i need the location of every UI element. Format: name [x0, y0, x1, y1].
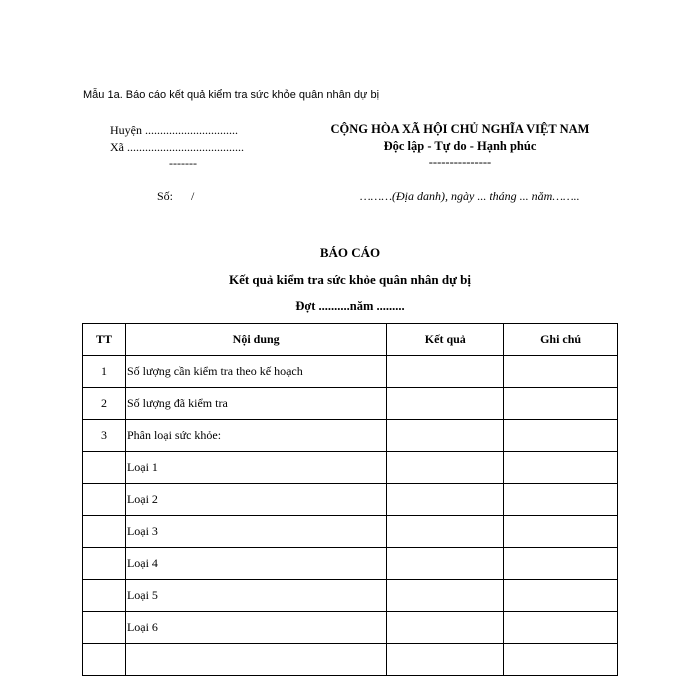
row-tt: 2 [83, 388, 126, 420]
place-date: ………(Địa danh), ngày ... tháng ... năm…….. [360, 189, 580, 203]
nation-title: CỘNG HÒA XÃ HỘI CHỦ NGHĨA VIỆT NAM [330, 122, 590, 136]
table-row [83, 356, 618, 388]
row-content: Loại 4 [125, 548, 386, 580]
form-code: Mẫu 1a. Báo cáo kết quả kiểm tra sức khỏe quân nhân dự bị [83, 89, 380, 101]
row-note-cell[interactable] [504, 548, 618, 580]
left-divider: ------- [169, 156, 197, 170]
row-content: Phân loại sức khỏe: [125, 420, 386, 452]
row-note-cell[interactable] [504, 388, 618, 420]
row-result-cell[interactable] [387, 612, 504, 644]
row-result-cell[interactable] [387, 580, 504, 612]
row-note-cell[interactable] [504, 612, 618, 644]
row-tt [83, 548, 126, 580]
row-content: Loại 1 [125, 452, 386, 484]
row-content: Loại 2 [125, 484, 386, 516]
row-tt [83, 580, 126, 612]
table-row [83, 452, 618, 484]
right-divider: --------------- [428, 155, 492, 169]
table-row [83, 612, 618, 644]
row-content: Số lượng cần kiểm tra theo kế hoạch [125, 356, 386, 388]
national-motto: Độc lập - Tự do - Hạnh phúc [383, 139, 537, 153]
report-title: BÁO CÁO [319, 245, 381, 260]
row-note-cell[interactable] [504, 580, 618, 612]
report-batch: Đợt ..........năm ......... [295, 299, 405, 313]
report-subtitle: Kết quả kiểm tra sức khỏe quân nhân dự bị [228, 272, 472, 287]
row-result-cell[interactable] [387, 484, 504, 516]
row-result-cell[interactable] [387, 388, 504, 420]
row-note-cell[interactable] [504, 420, 618, 452]
table-row [83, 516, 618, 548]
row-result-cell[interactable] [387, 452, 504, 484]
table-row [83, 644, 618, 676]
report-table [82, 323, 618, 676]
row-result-cell[interactable] [387, 548, 504, 580]
row-tt: 3 [83, 420, 126, 452]
row-note-cell[interactable] [504, 356, 618, 388]
commune-line: Xã ....................................... [110, 140, 244, 154]
district-line: Huyện ............................... [110, 123, 238, 137]
row-note-cell[interactable] [504, 644, 618, 676]
row-note-cell[interactable] [504, 484, 618, 516]
table-row [83, 580, 618, 612]
row-note-cell[interactable] [504, 516, 618, 548]
row-content: Số lượng đã kiểm tra [125, 388, 386, 420]
row-content: Loại 3 [125, 516, 386, 548]
row-result-cell[interactable] [387, 356, 504, 388]
row-tt [83, 644, 126, 676]
row-tt [83, 612, 126, 644]
header-tt: TT [83, 324, 126, 356]
row-note-cell[interactable] [504, 452, 618, 484]
row-tt [83, 516, 126, 548]
document-number: Số: / [157, 189, 195, 203]
table-row [83, 484, 618, 516]
header-content: Nội dung [125, 324, 386, 356]
table-header-row [83, 324, 618, 356]
row-tt [83, 484, 126, 516]
row-result-cell[interactable] [387, 516, 504, 548]
table-row [83, 388, 618, 420]
row-result-cell[interactable] [387, 420, 504, 452]
row-content: Loại 6 [125, 612, 386, 644]
row-content: Loại 5 [125, 580, 386, 612]
header-note: Ghi chú [504, 324, 618, 356]
row-tt [83, 452, 126, 484]
row-tt: 1 [83, 356, 126, 388]
table-row [83, 420, 618, 452]
header-result: Kết quả [387, 324, 504, 356]
row-result-cell[interactable] [387, 644, 504, 676]
table-row [83, 548, 618, 580]
row-content [125, 644, 386, 676]
